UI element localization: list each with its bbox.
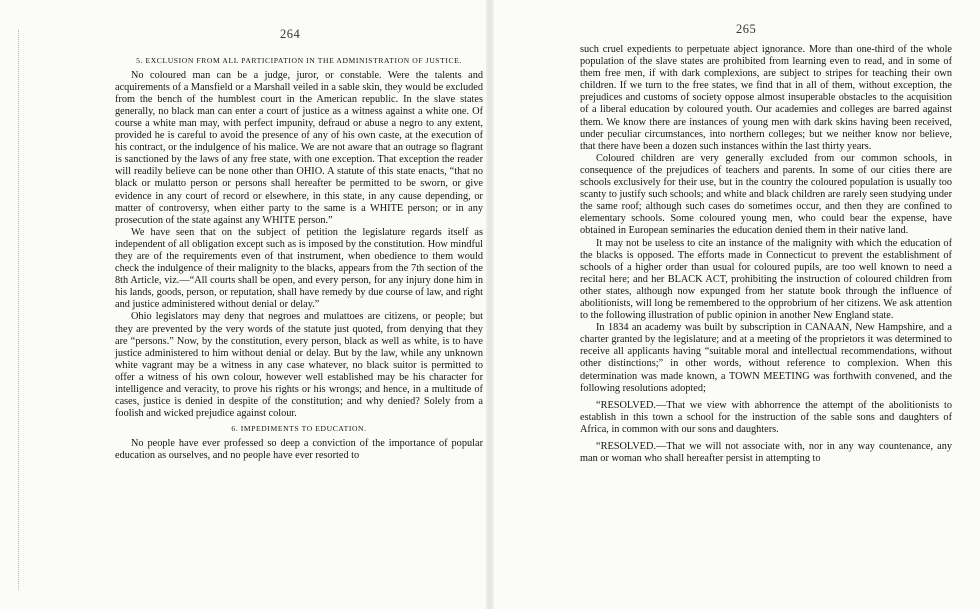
resolution: “RESOLVED.—That we will not associate with, nor in any way countenance, any man or woman who shall hereafter persist in attempting to [580,441,952,465]
left-text-column [115,56,483,462]
paragraph: We have seen that on the subject of petition the legislature regards itself as independent of all obligation except such as is imposed by the constitution. How mindful they are of the requirements even of that instrument, when obedience to them would check the indulgence of their malignity to the blacks, appears from the 7th section of the 8th Article, viz.—“All courts shall be open, and every person, for any injury done him in his lands, goods, person, or reputation, shall have remedy by due course of law, and right and justice administered without denial or delay.” [115,226,483,311]
page-number-right: 265 [736,22,757,36]
section-heading-exclusion: 5. EXCLUSION FROM ALL PARTICIPATION IN THE ADMINISTRATION OF JUSTICE. [136,56,462,65]
binding-margin-mark [18,30,21,590]
page-number-left: 264 [280,27,301,41]
section-heading-education: 6. IMPEDIMENTS TO EDUCATION. [231,424,367,434]
paragraph: Coloured children are very generally excluded from our common schools, in consequence of the prejudices of teachers and parents. In some of our cities there are schools exclusively for their use, but in the country the coloured population is usually too scanty to justify such schools; and white and black children are rarely seen studying under the same roof; although such cases do sometimes occur, and then they are confined to elementary schools. Some coloured young men, who could bear the expense, have obtained in European seminaries the education denied them in their native land. [580,152,952,237]
paragraph: No coloured man can be a judge, juror, or constable. Were the talents and acquirements of a Mansfield or a Marshall veiled in a sable skin, they would be excluded from the bench of the humblest court in the American republic. In the slave states generally, no black man can enter a court of justice as a witness against a white one. Of course a white man may, with perfect impunity, defraud or abuse a negro to any extent, provided he is careful to avoid the presence of any of his own caste, at the execution of his contract, or the indulgence of his malice. We are not aware that an outrage so flagrant is sanctioned by the laws of any free state, with one exception. That exception the reader will readily believe can be none other than OHIO. A statute of this state enacts, “that no black or mulatto person or persons shall hereafter be permitted to be sworn, or give evidence in any court of record or elsewhere, in this state, in any cause depending, or matter of controversy, when either party to the same is a WHITE person; or in any prosecution of the state against any WHITE person.” [115,69,483,226]
paragraph: Ohio legislators may deny that negroes and mulattoes are citizens, or people; but they are prevented by the very words of the statute just quoted, from denying that they are “persons.” Now, by the constitution, every person, black as well as white, is to have justice administered to him without denial or delay. But by the law, while any unknown white vagrant may be a witness in any case whatever, no black suitor is permitted to offer a witness of his own colour, however well established may be his character for intelligence and veracity, to prove his rights or his wrongs; and hence, in a multitude of cases, justice is denied in despite of the constitution; and why denied? Solely from a foolish and wicked prejudice against colour. [115,311,483,420]
paragraph: It may not be useless to cite an instance of the malignity with which the education of the blacks is opposed. The efforts made in Connecticut to prevent the establishment of schools of a higher order than usual for coloured pupils, are too well known to need a recital here; and her BLACK ACT, prohibiting the instruction of coloured children from other states, although now expunged from her statute book through the influence of abolitionists, will long be remembered to the opprobrium of her citizens. We ask attention to the following illustration of public opinion in another New England state. [580,237,952,322]
paragraph: No people have ever professed so deep a conviction of the importance of popular education as ourselves, and no people have ever resorted to [115,437,483,461]
paragraph: In 1834 an academy was built by subscription in CANAAN, New Hampshire, and a charter granted by the legislature; and at a meeting of the proprietors it was determined to receive all applicants having “suitable moral and intellectual recommendations, without other distinctions;” in other words, without reference to complexion. When this determination was made known, a TOWN MEETING was forthwith convened, and the following resolutions adopted; [580,322,952,394]
resolution: “RESOLVED.—That we view with abhorrence the attempt of the abolitionists to establish in this town a school for the instruction of the sable sons and daughters of Africa, in common with our sons and daughters. [580,399,952,435]
right-page [490,0,980,609]
paragraph: such cruel expedients to perpetuate abject ignorance. More than one-third of the whole population of the slave states are prohibited from learning even to read, and in some of them free men, if with dark complexions, are subject to stripes for teaching their own children. If we turn to the free states, we find that in all of them, without exception, the prejudices and customs of society oppose almost insuperable obstacles to the acquisition of a liberal education by coloured youth. Our academies and colleges are barred against them. We know there are instances of young men with dark skins having been received, under peculiar circumstances, into northern colleges; but we neither know nor believe, that there have been a dozen such instances within the last thirty years. [580,44,952,152]
right-text-column [580,44,952,465]
